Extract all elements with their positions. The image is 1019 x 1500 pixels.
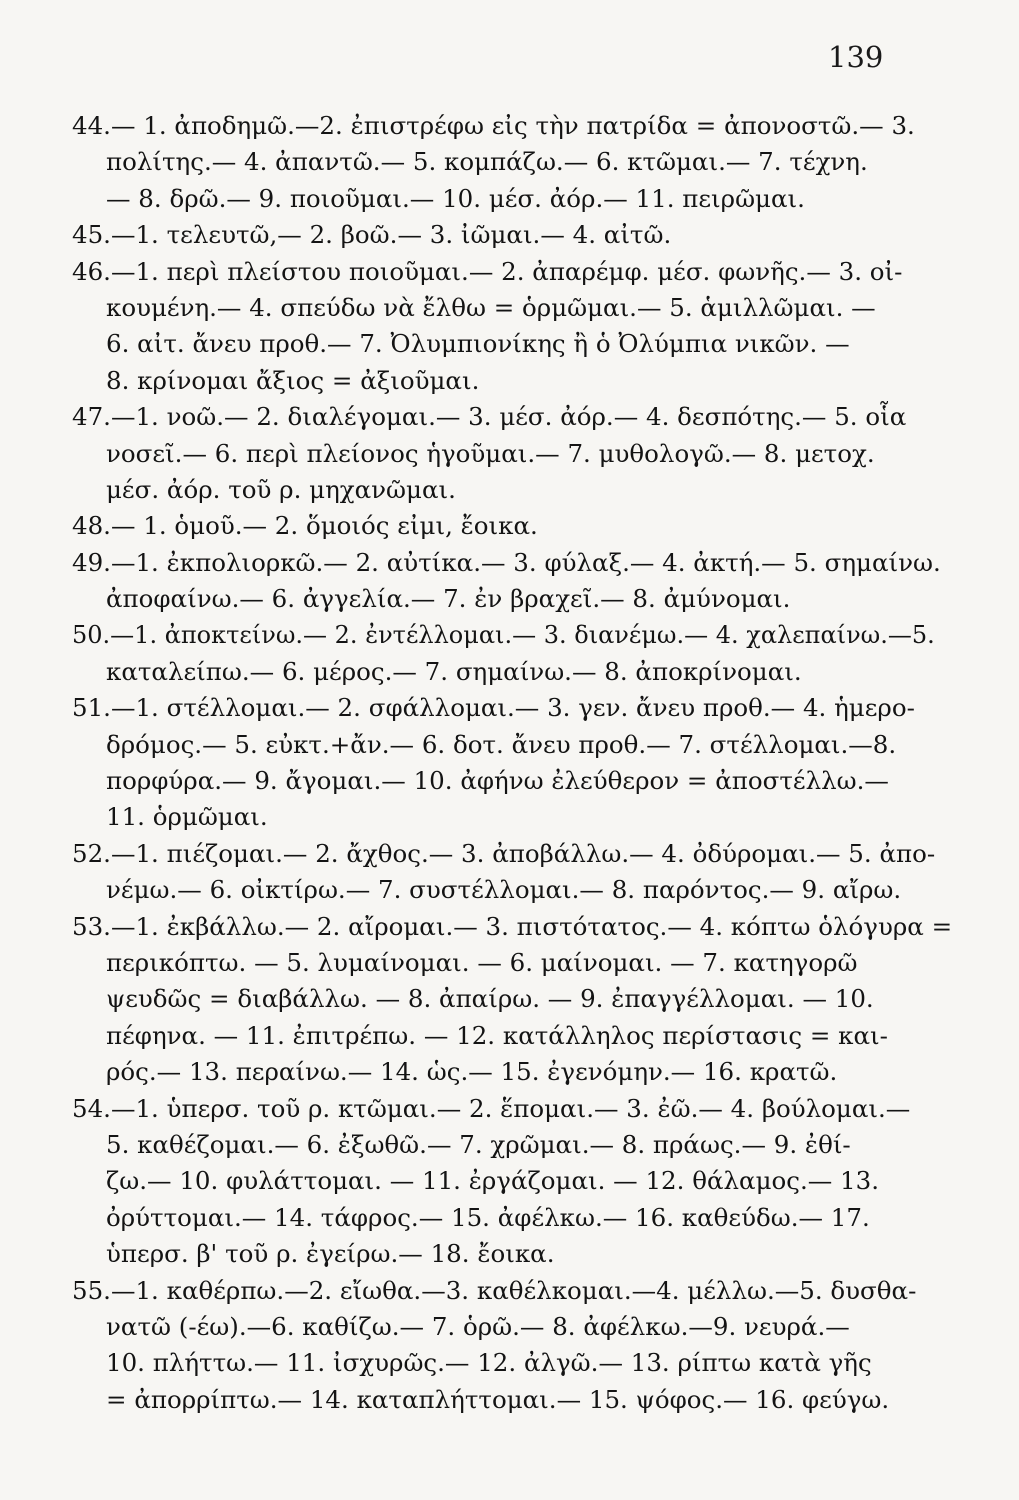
entry-50	[72, 617, 952, 690]
text-line: 54.—1. ὑπερσ. τοῦ ρ. κτῶμαι.— 2. ἕπομαι.— 3. ἐῶ.— 4. βούλομαι.—	[72, 1093, 911, 1123]
text-line: 6. αἰτ. ἄνευ προθ.— 7. Ὀλυμπιονίκης ἢ ὁ Ὀλύμπια νικῶν. —	[106, 329, 850, 359]
text-line: πέφηνα. — 11. ἐπιτρέπω. — 12. κατάλληλος περίστασις = και-	[106, 1020, 888, 1050]
text-line: 5. καθέζομαι.— 6. ἐξωθῶ.— 7. χρῶμαι.— 8. πράως.— 9. ἐθί-	[106, 1129, 851, 1159]
entry-48	[72, 508, 952, 544]
text-line: νέμω.— 6. οἰκτίρω.— 7. συστέλλομαι.— 8. παρόντος.— 9. αἴρω.	[106, 875, 902, 905]
text-line: νοσεῖ.— 6. περὶ πλείονος ἡγοῦμαι.— 7. μυθολογῶ.— 8. μετοχ.	[106, 438, 875, 468]
text-line: 46.—1. περὶ πλείστου ποιοῦμαι.— 2. ἀπαρέμφ. μέσ. φωνῆς.— 3. οἰ-	[72, 256, 903, 286]
text-line: πολίτης.— 4. ἀπαντῶ.— 5. κομπάζω.— 6. κτῶμαι.— 7. τέχνη.	[106, 147, 868, 177]
text-line: νατῶ (-έω).—6. καθίζω.— 7. ὁρῶ.— 8. ἀφέλκω.—9. νευρά.—	[106, 1311, 850, 1341]
text-line: 47.—1. νοῶ.— 2. διαλέγομαι.— 3. μέσ. ἀόρ.— 4. δεσπότης.— 5. οἷα	[72, 402, 907, 432]
text-line: 52.—1. πιέζομαι.— 2. ἄχθος.— 3. ἀποβάλλω.— 4. ὀδύρομαι.— 5. ἀπο-	[72, 838, 936, 868]
text-line: ὀρύττομαι.— 14. τάφρος.— 15. ἀφέλκω.— 16. καθεύδω.— 17.	[106, 1202, 870, 1232]
text-line: — 8. δρῶ.— 9. ποιοῦμαι.— 10. μέσ. ἀόρ.— 11. πειρῶμαι.	[106, 183, 805, 213]
entry-55	[72, 1273, 952, 1419]
text-line: 45.—1. τελευτῶ,— 2. βοῶ.— 3. ἰῶμαι.— 4. αἰτῶ.	[72, 220, 672, 250]
entry-44	[72, 108, 952, 217]
text-line: = ἀπορρίπτω.— 14. καταπλήττομαι.— 15. ψόφος.— 16. φεύγω.	[106, 1384, 890, 1414]
text-line: 8. κρίνομαι ἄξιος = ἀξιοῦμαι.	[106, 365, 480, 395]
text-line: ζω.— 10. φυλάττομαι. — 11. ἐργάζομαι. — 12. θάλαμος.— 13.	[106, 1166, 880, 1196]
text-line: μέσ. ἀόρ. τοῦ ρ. μηχανῶμαι.	[106, 474, 456, 504]
page-number: 139	[828, 40, 884, 74]
entry-51	[72, 690, 952, 836]
text-line: 44.— 1. ἀποδημῶ.—2. ἐπιστρέφω εἰς τὴν πατρίδα = ἀπονοστῶ.— 3.	[72, 111, 915, 140]
entry-45	[72, 217, 952, 253]
text-line: ὑπερσ. β' τοῦ ρ. ἐγείρω.— 18. ἔοικα.	[106, 1239, 555, 1269]
text-line: καταλείπω.— 6. μέρος.— 7. σημαίνω.— 8. ἀποκρίνομαι.	[106, 656, 802, 686]
text-line: 48.— 1. ὁμοῦ.— 2. ὅμοιός εἰμι, ἔοικα.	[72, 511, 538, 541]
text-line: περικόπτω. — 5. λυμαίνομαι. — 6. μαίνομαι. — 7. κατηγορῶ	[106, 947, 858, 977]
text-line: 49.—1. ἐκπολιορκῶ.— 2. αὐτίκα.— 3. φύλαξ.— 4. ἀκτή.— 5. σημαίνω.	[72, 547, 941, 577]
text-line: πορφύρα.— 9. ἄγομαι.— 10. ἀφήνω ἐλεύθερον = ἀποστέλλω.—	[106, 766, 889, 796]
text-line: 11. ὁρμῶμαι.	[106, 802, 268, 832]
entry-49	[72, 545, 952, 618]
entry-53	[72, 909, 952, 1091]
text-line: ρός.— 13. περαίνω.— 14. ὡς.— 15. ἐγενόμην.— 16. κρατῶ.	[106, 1057, 838, 1087]
text-line: ψευδῶς = διαβάλλω. — 8. ἀπαίρω. — 9. ἐπαγγέλλομαι. — 10.	[106, 984, 874, 1014]
text-line: 10. πλήττω.— 11. ἰσχυρῶς.— 12. ἀλγῶ.— 13. ρίπτω κατὰ γῆς	[106, 1348, 872, 1378]
entry-47	[72, 399, 952, 508]
text-line: δρόμος.— 5. εὐκτ.+ἄν.— 6. δοτ. ἄνευ προθ.— 7. στέλλομαι.—8.	[106, 729, 897, 759]
answer-key-text	[72, 108, 952, 1418]
text-line: ἀποφαίνω.— 6. ἀγγελία.— 7. ἐν βραχεῖ.— 8. ἀμύνομαι.	[106, 584, 791, 614]
entry-52	[72, 836, 952, 909]
text-line: 50.—1. ἀποκτείνω.— 2. ἐντέλλομαι.— 3. διανέμω.— 4. χαλεπαίνω.—5.	[72, 621, 935, 650]
text-line: κουμένη.— 4. σπεύδω νὰ ἔλθω = ὁρμῶμαι.— 5. ἁμιλλῶμαι. —	[106, 292, 876, 322]
text-line: 51.—1. στέλλομαι.— 2. σφάλλομαι.— 3. γεν. ἄνευ προθ.— 4. ἡμερο-	[72, 693, 915, 723]
text-line: 55.—1. καθέρπω.—2. εἴωθα.—3. καθέλκομαι.—4. μέλλω.—5. δυσθα-	[72, 1275, 917, 1305]
text-line: 53.—1. ἐκβάλλω.— 2. αἴρομαι.— 3. πιστότατος.— 4. κόπτω ὁλόγυρα =	[72, 911, 953, 941]
entry-54	[72, 1091, 952, 1273]
entry-46	[72, 254, 952, 400]
